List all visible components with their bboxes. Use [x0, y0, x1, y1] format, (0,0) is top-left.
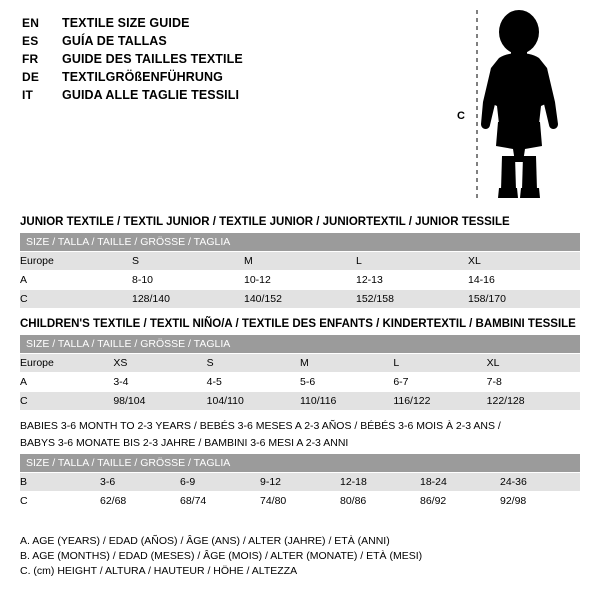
cell-value: 6-9	[180, 473, 260, 492]
section-title-children: CHILDREN'S TEXTILE / TEXTIL NIÑO/A / TEXTILE DES ENFANTS / KINDERTEXTIL / BAMBINI TESSILE	[20, 318, 576, 330]
cell-value: 68/74	[180, 492, 260, 511]
cell-value: 9-12	[260, 473, 340, 492]
cell-value: 6-7	[393, 373, 486, 392]
row-label: Europe	[20, 252, 132, 271]
table-children-textile	[20, 335, 580, 411]
table-row	[20, 492, 580, 511]
legend-block	[20, 534, 580, 579]
table-row	[20, 373, 580, 392]
cell-value: 12-18	[340, 473, 420, 492]
height-measure-label: C	[457, 110, 465, 122]
row-label: A	[20, 271, 132, 290]
section-babies-textile	[20, 420, 580, 511]
cell-value: 116/122	[393, 392, 486, 411]
cell-value: 12-13	[356, 271, 468, 290]
cell-value: 4-5	[207, 373, 300, 392]
language-row-en	[22, 14, 442, 32]
row-label: B	[20, 473, 100, 492]
language-code-es: ES	[22, 34, 39, 48]
cell-size: S	[132, 252, 244, 271]
table-row	[20, 290, 580, 309]
table-row	[20, 271, 580, 290]
child-silhouette-icon	[455, 6, 585, 206]
cell-value: 10-12	[244, 271, 356, 290]
section-junior-textile	[20, 216, 580, 309]
legend-line-a: A. AGE (YEARS) / EDAD (AÑOS) / ÂGE (ANS) / ALTER (JAHRE) / ETÀ (ANNI)	[20, 535, 390, 547]
language-title-block	[22, 14, 442, 104]
legend-line-c: C. (cm) HEIGHT / ALTURA / HAUTEUR / HÖHE / ALTEZZA	[20, 565, 298, 577]
cell-value: 18-24	[420, 473, 500, 492]
table-header-label: SIZE / TALLA / TAILLE / GRÖSSE / TAGLIA	[20, 335, 580, 354]
table-row	[20, 354, 580, 373]
language-code-en: EN	[22, 16, 40, 30]
cell-value: 24-36	[500, 473, 580, 492]
cell-size: M	[244, 252, 356, 271]
section-note-babies-line1: BABIES 3-6 MONTH TO 2-3 YEARS / BEBÉS 3-6 MESES A 2-3 AÑOS / BÉBÉS 3-6 MOIS À 2-3 ANS /	[20, 420, 501, 432]
cell-value: 80/86	[340, 492, 420, 511]
legend-line-b: B. AGE (MONTHS) / EDAD (MESES) / ÂGE (MOIS) / ALTER (MONATE) / ETÀ (MESI)	[20, 550, 423, 562]
child-figure	[455, 6, 585, 206]
cell-size: XS	[113, 354, 206, 373]
language-title-en: TEXTILE SIZE GUIDE	[62, 16, 190, 30]
cell-size: XL	[487, 354, 580, 373]
cell-size: S	[207, 354, 300, 373]
section-note-babies-line2: BABYS 3-6 MONATE BIS 2-3 JAHRE / BAMBINI 3-6 MESI A 2-3 ANNI	[20, 437, 349, 449]
row-label: Europe	[20, 354, 113, 373]
table-row	[20, 473, 580, 492]
table-header-row	[20, 233, 580, 252]
cell-size: L	[356, 252, 468, 271]
row-label: C	[20, 392, 113, 411]
cell-value: 140/152	[244, 290, 356, 309]
cell-value: 86/92	[420, 492, 500, 511]
cell-size: L	[393, 354, 486, 373]
row-label: A	[20, 373, 113, 392]
row-label: C	[20, 290, 132, 309]
cell-size: M	[300, 354, 393, 373]
language-title-it: GUIDA ALLE TAGLIE TESSILI	[62, 88, 240, 102]
cell-value: 8-10	[132, 271, 244, 290]
cell-value: 128/140	[132, 290, 244, 309]
language-title-es: GUÍA DE TALLAS	[62, 34, 167, 48]
cell-size: XL	[468, 252, 580, 271]
language-code-fr: FR	[22, 52, 39, 66]
cell-value: 110/116	[300, 392, 393, 411]
table-babies-textile	[20, 454, 580, 511]
language-row-es	[22, 32, 442, 50]
table-header-label: SIZE / TALLA / TAILLE / GRÖSSE / TAGLIA	[20, 454, 580, 473]
table-junior-textile	[20, 233, 580, 309]
cell-value: 5-6	[300, 373, 393, 392]
cell-value: 122/128	[487, 392, 580, 411]
cell-value: 104/110	[207, 392, 300, 411]
cell-value: 14-16	[468, 271, 580, 290]
language-row-fr	[22, 50, 442, 68]
cell-value: 7-8	[487, 373, 580, 392]
cell-value: 152/158	[356, 290, 468, 309]
language-code-de: DE	[22, 70, 40, 84]
cell-value: 3-4	[113, 373, 206, 392]
language-code-it: IT	[22, 88, 34, 102]
language-row-de	[22, 68, 442, 86]
cell-value: 92/98	[500, 492, 580, 511]
table-header-label: SIZE / TALLA / TAILLE / GRÖSSE / TAGLIA	[20, 233, 580, 252]
cell-value: 158/170	[468, 290, 580, 309]
table-header-row	[20, 335, 580, 354]
row-label: C	[20, 492, 100, 511]
table-row	[20, 252, 580, 271]
language-title-fr: GUIDE DES TAILLES TEXTILE	[62, 52, 243, 66]
cell-value: 98/104	[113, 392, 206, 411]
language-title-de: TEXTILGRÖßENFÜHRUNG	[62, 70, 223, 84]
cell-value: 62/68	[100, 492, 180, 511]
table-header-row	[20, 454, 580, 473]
table-row	[20, 392, 580, 411]
language-row-it	[22, 86, 442, 104]
section-children-textile	[20, 318, 580, 411]
section-title-junior: JUNIOR TEXTILE / TEXTIL JUNIOR / TEXTILE JUNIOR / JUNIORTEXTIL / JUNIOR TESSILE	[20, 216, 510, 228]
cell-value: 74/80	[260, 492, 340, 511]
cell-value: 3-6	[100, 473, 180, 492]
